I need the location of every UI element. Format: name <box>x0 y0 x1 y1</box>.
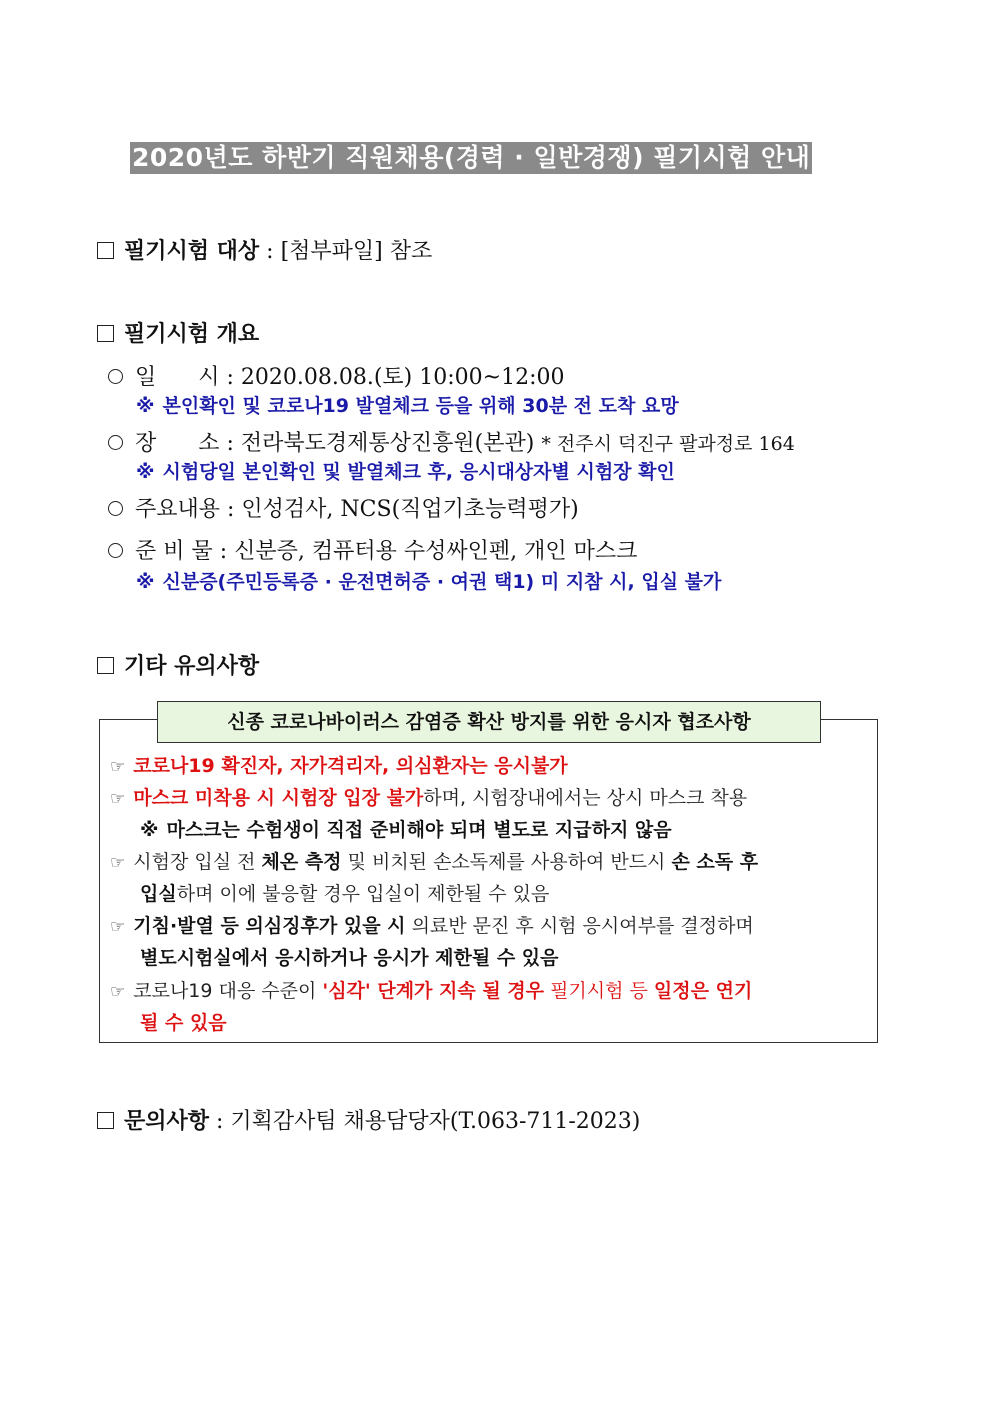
page-title: 2020년도 하반기 직원채용(경력 · 일반경쟁) 필기시험 안내 <box>132 143 811 172</box>
checkbox-square-icon <box>97 657 114 674</box>
pointing-hand-icon: ☞ <box>110 757 126 777</box>
pointing-hand-icon: ☞ <box>110 917 126 937</box>
circle-bullet-icon <box>108 501 123 516</box>
pointing-hand-icon: ☞ <box>110 982 126 1002</box>
circle-bullet-icon <box>108 435 123 450</box>
notice-line: ☞ 시험장 입실 전 체온 측정 및 비치된 손소독제를 사용하여 반드시 손 소독 후 <box>110 851 759 873</box>
notice-line: ☞ 기침·발열 등 의심징후가 있을 시 의료반 문진 후 시험 응시여부를 결정하며 <box>110 915 754 937</box>
notice-line: ☞ 코로나19 대응 수준이 '심각' 단계가 지속 될 경우 필기시험 등 일정은 연기 <box>110 980 753 1002</box>
checkbox-square-icon <box>97 325 114 342</box>
checkbox-square-icon <box>97 1112 114 1129</box>
section-target-text: [첨부파일] 참조 <box>280 239 433 264</box>
overview-prep-note: ※ 신분증(주민등록증 · 운전면허증 · 여권 택1) 미 지참 시, 입실 불가 <box>136 571 722 593</box>
exam-address: * 전주시 덕진구 팔과정로 164 <box>541 433 795 455</box>
overview-content: 주요내용 : 인성검사, NCS(직업기초능력평가) <box>108 496 579 524</box>
section-target-heading: 필기시험 대상 <box>124 238 260 264</box>
notice-line: 될 수 있음 <box>140 1012 227 1034</box>
notice-line: ※ 마스크는 수험생이 직접 준비해야 되며 별도로 지급하지 않음 <box>140 819 672 841</box>
circle-bullet-icon <box>108 543 123 558</box>
section-contact: 문의사항 : 기획감사팀 채용담당자(T.063-711-2023) <box>97 1107 640 1136</box>
section-contact-heading: 문의사항 <box>124 1108 210 1134</box>
overview-prep: 준 비 물 : 신분증, 컴퓨터용 수성싸인펜, 개인 마스크 <box>108 538 637 566</box>
checkbox-square-icon <box>97 242 114 259</box>
notice-line: ☞ 코로나19 확진자, 자가격리자, 의심환자는 응시불가 <box>110 755 568 777</box>
section-overview-heading: 필기시험 개요 <box>97 320 259 349</box>
notice-line: ☞ 마스크 미착용 시 시험장 입장 불가하며, 시험장내에서는 상시 마스크 착용 <box>110 787 748 809</box>
exam-place: 전라북도경제통상진흥원(본관) <box>240 431 535 456</box>
pointing-hand-icon: ☞ <box>110 853 126 873</box>
contact-text: 기획감사팀 채용담당자(T.063-711-2023) <box>230 1109 641 1134</box>
exam-date: 2020.08.08.(토) 10:00~12:00 <box>240 365 565 390</box>
section-target: 필기시험 대상 : [첨부파일] 참조 <box>97 237 432 266</box>
overview-place-note: ※ 시험당일 본인확인 및 발열체크 후, 응시대상자별 시험장 확인 <box>136 461 675 483</box>
notice-line: 별도시험실에서 응시하거나 응시가 제한될 수 있음 <box>140 947 559 969</box>
overview-date-note: ※ 본인확인 및 코로나19 발열체크 등을 위해 30분 전 도착 요망 <box>136 395 679 417</box>
pointing-hand-icon: ☞ <box>110 789 126 809</box>
overview-place: 장 소 : 전라북도경제통상진흥원(본관) * 전주시 덕진구 팔과정로 164 <box>108 430 795 458</box>
notice-panel-title: 신종 코로나바이러스 감염증 확산 방지를 위한 응시자 협조사항 <box>157 701 821 743</box>
section-etc-heading: 기타 유의사항 <box>97 652 259 681</box>
notice-line: 입실하며 이에 불응할 경우 입실이 제한될 수 있음 <box>140 883 550 905</box>
overview-date: 일 시 : 2020.08.08.(토) 10:00~12:00 <box>108 364 564 392</box>
circle-bullet-icon <box>108 369 123 384</box>
